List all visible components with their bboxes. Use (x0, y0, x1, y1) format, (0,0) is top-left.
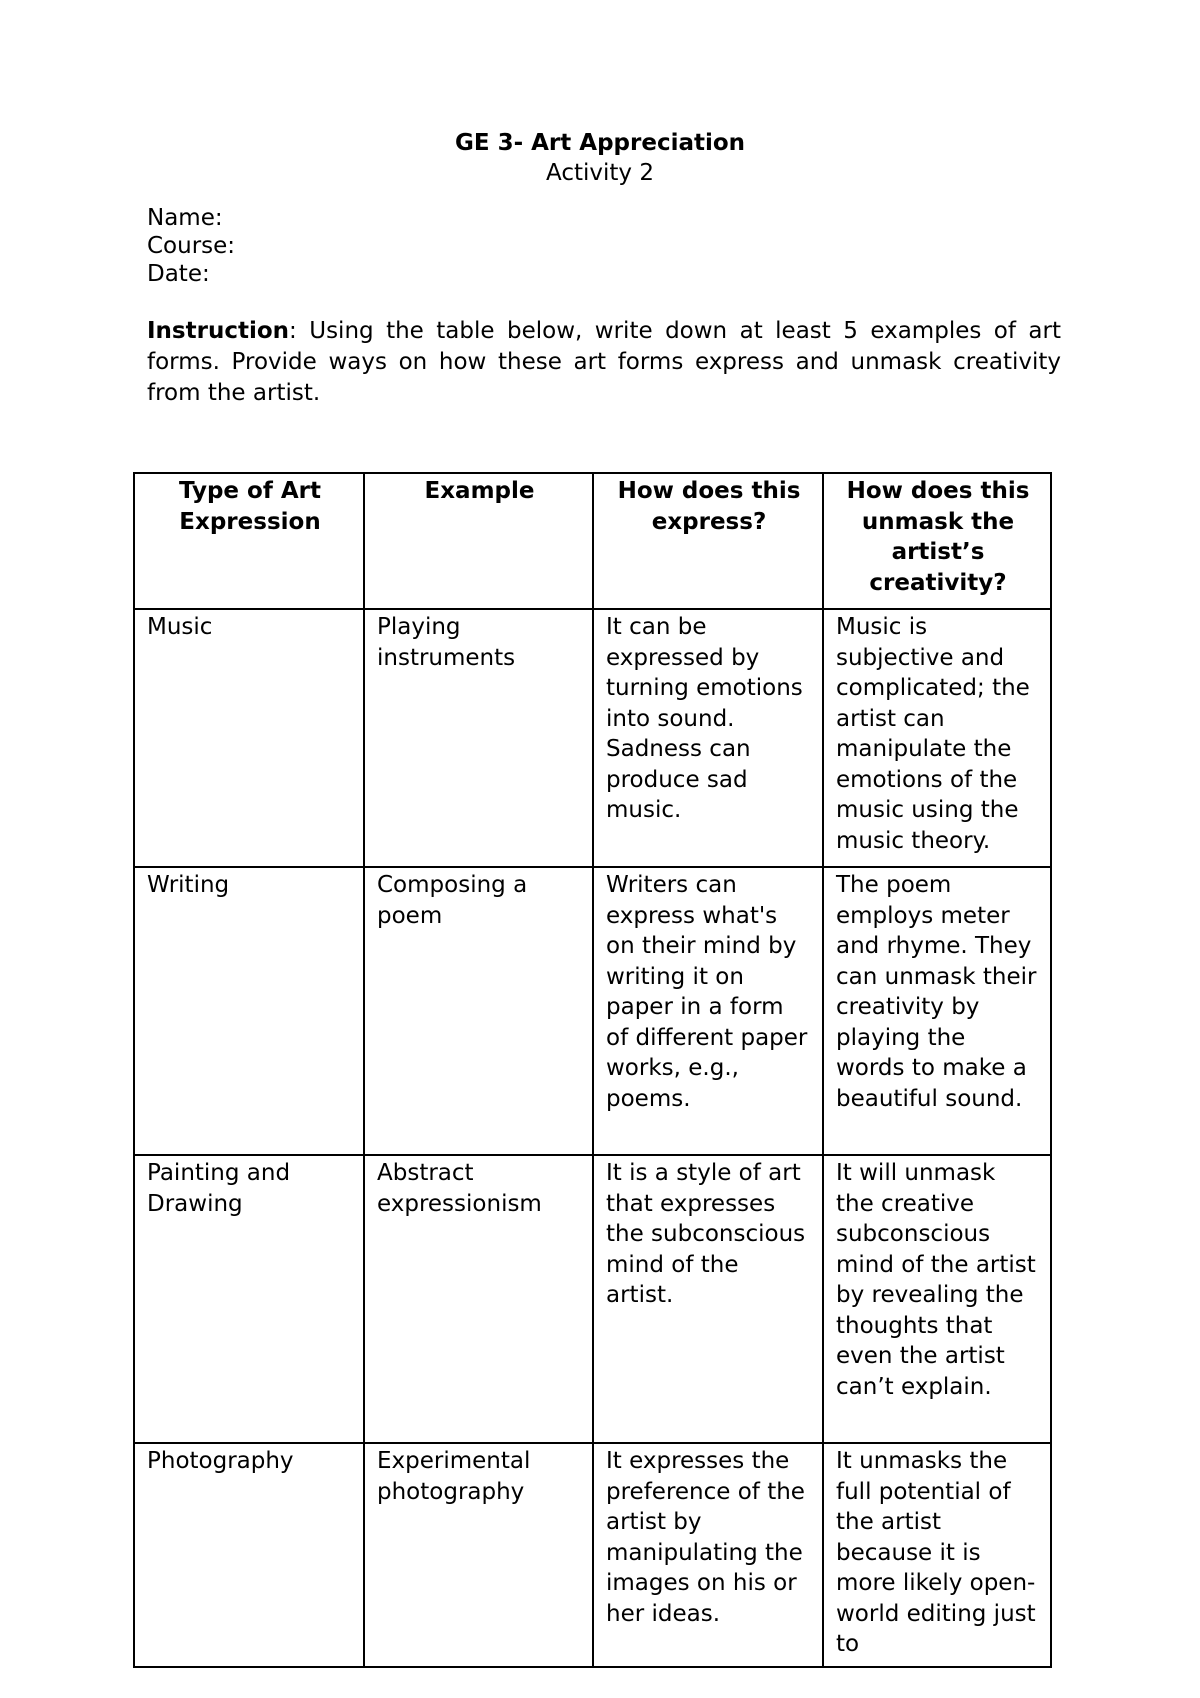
cell-type: Writing (134, 867, 364, 1155)
art-expression-table (133, 472, 1052, 1668)
cell-type: Photography (134, 1443, 364, 1667)
table-row (134, 609, 1051, 867)
document-subtitle: Activity 2 (546, 160, 654, 186)
cell-example: Experimental photography (364, 1443, 593, 1667)
table-row (134, 1155, 1051, 1443)
cell-type: Music (134, 609, 364, 867)
cell-express: Writers can express what's on their mind by writing it on paper in a form of different paper works, e.g., poems. (593, 867, 823, 1155)
header-type: Type of Art Expression (134, 473, 364, 609)
cell-example: Playing instruments (364, 609, 593, 867)
table-header-row (134, 473, 1051, 609)
student-info-fields (147, 204, 235, 288)
instruction-text: : Using the table below, write down at least 5 examples of art forms. Provide ways on how these art forms express and unmask creativity from the artist. (147, 318, 1061, 406)
table-row (134, 1443, 1051, 1667)
cell-example: Composing a poem (364, 867, 593, 1155)
header-express: How does this express? (593, 473, 823, 609)
table-row (134, 867, 1051, 1155)
course-field-label: Course: (147, 233, 236, 259)
cell-unmask: It will unmask the creative subconscious mind of the artist by revealing the thoughts that even the artist can’t explain. (823, 1155, 1051, 1443)
header-example: Example (364, 473, 593, 609)
cell-unmask: Music is subjective and complicated; the artist can manipulate the emotions of the music using the music theory. (823, 609, 1051, 867)
cell-express: It expresses the preference of the artist by manipulating the images on his or her ideas. (593, 1443, 823, 1667)
header-unmask: How does this unmask the artist’s creativity? (823, 473, 1051, 609)
cell-type: Painting and Drawing (134, 1155, 364, 1443)
cell-unmask: It unmasks the full potential of the artist because it is more likely open-world editing just to (823, 1443, 1051, 1667)
cell-example: Abstract expressionism (364, 1155, 593, 1443)
name-field-label: Name: (147, 205, 223, 231)
date-field-label: Date: (147, 261, 210, 287)
cell-unmask: The poem employs meter and rhyme. They can unmask their creativity by playing the words to make a beautiful sound. (823, 867, 1051, 1155)
cell-express: It is a style of art that expresses the subconscious mind of the artist. (593, 1155, 823, 1443)
instruction-label: Instruction (147, 318, 290, 344)
cell-express: It can be expressed by turning emotions into sound. Sadness can produce sad music. (593, 609, 823, 867)
instruction-paragraph (147, 316, 1061, 409)
document-title: GE 3- Art Appreciation (454, 130, 746, 156)
document-header (0, 128, 1200, 188)
